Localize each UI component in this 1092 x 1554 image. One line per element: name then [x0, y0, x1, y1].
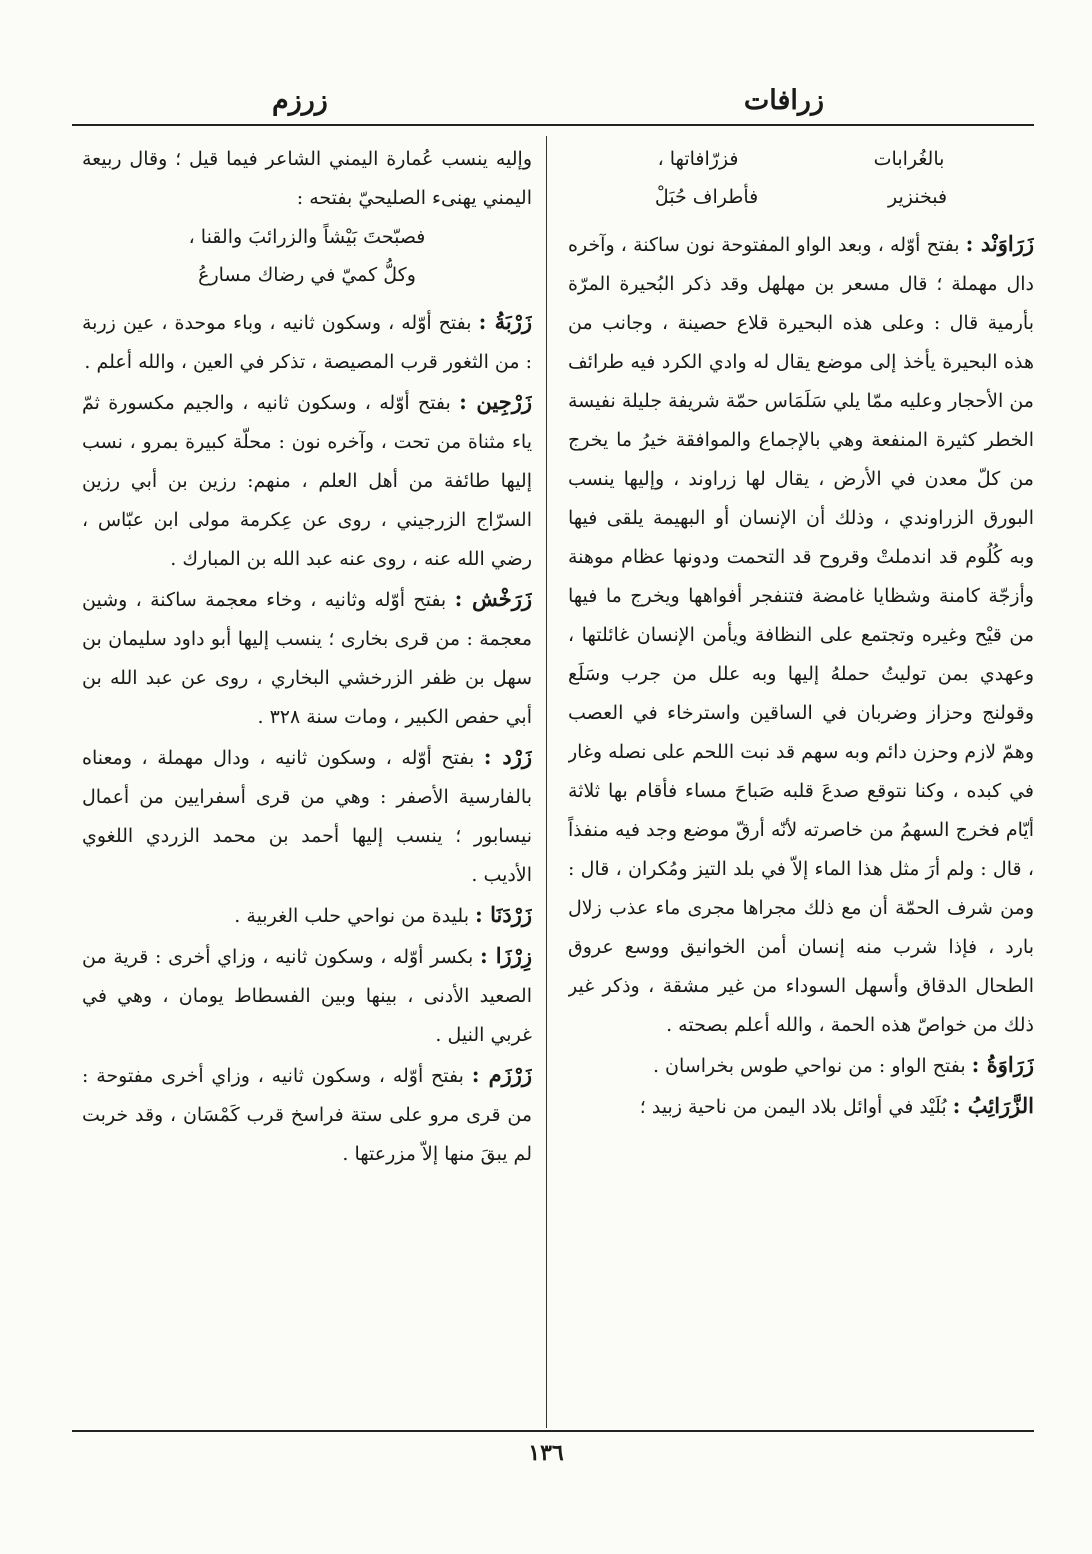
footer-rule [72, 1430, 1034, 1432]
dictionary-entry [568, 1086, 1034, 1127]
entry-headword: زَرْجِين : [459, 389, 532, 414]
right-header-title: زرافات [743, 84, 824, 116]
entry-headword: زَرْد : [483, 744, 532, 769]
verse-hemistich: فبخنزير [888, 186, 948, 208]
dictionary-entry [568, 224, 1034, 1045]
verse-line [568, 178, 1034, 216]
verse-hemistich: فصبّحتَ بَيْشاً والزرائبَ والقنا ، [188, 226, 426, 248]
entry-headword: زَرْزَم : [471, 1062, 532, 1087]
verse-hemistich: بالغُرابات [873, 148, 945, 170]
entry-headword: زَرَاوَنْد : [965, 231, 1034, 256]
verse-block [82, 218, 532, 294]
entry-text: بفتح الواو : من نواحي طوس بخراسان . [652, 1055, 966, 1077]
dictionary-entry [82, 936, 532, 1055]
left-column [82, 140, 532, 1425]
entry-headword: زِرْزَا : [480, 943, 532, 968]
dictionary-entry [82, 737, 532, 895]
entry-headword: زَرَخْش : [454, 586, 532, 611]
entry-text: بُلَيْد في أوائل بلاد اليمن من ناحية زبيد ؛ [639, 1096, 947, 1118]
page-number: ١٣٦ [528, 1440, 564, 1466]
entry-text: بفتح أوّله ، وبعد الواو المفتوحة نون ساكنة ، وآخره دال مهملة ؛ قال مسعر بن مهلهل وقد ذكر البُحيرة المرّة بأرمية قال : وعلى هذه البحيرة قلاع حصينة ، وجانب من هذه البحيرة يأخذ إلى موضع يقال له وادي الكرد فيه طرائف من الأحجار وعليه ممّا يلي سَلَمَاس حمّة شريفة جليلة نفيسة الخطر كثيرة المنفعة وهي بالإجماع والموافقة خيرُ ما يخرج من كلّ معدن في الأرض ، يقال لها زراوند ، وإليها ينسب البورق الزراوندي ، وذلك أن الإنسان أو البهيمة يلقى فيها وبه كُلُوم قد اندملتْ وقروح قد التحمت ودونها عظام موهنة وأزجّة كامنة وشظايا غامضة فتنفجر أفواهها ويخرج ما فيها من قيْح وغيره وتجتمع على النظافة ويأمن الإنسان غائلتها ، وعهدي بمن توليتُ حملهُ إليها وبه علل من جرب وسَلَع وقولنج وحزاز وضربان في الساقين واسترخاء في العصب وهمّ لازم وحزن دائم وبه سهم قد نبت اللحم على نصله وغار في كبده ، وكنا نتوقع صدعَ قلبه صَباحَ مساء فأقام بها ثلاثة أيّام فخرج السهمُ من خاصرته لأنّه أرقّ موضع وجد فيه منفذاً ، قال : ولم أرَ مثل هذا الماء إلاّ في بلد التيز ومُكران ، قال : ومن شرف الحمّة أن مع ذلك مجراها مجرى ماء عذب زلال بارد ، فإذا شرب منه إنسان أمن الخوانيق ووسع عروق الطحال الدقاق وأسهل السوداء من غير مشقة ، وذكر غير ذلك من خواصّ هذه الحمة ، والله أعلم بصحته . [568, 234, 1034, 1036]
entry-headword: زَرْدَنَا : [475, 902, 532, 927]
entry-headword: زَرْبَةُ : [478, 309, 532, 334]
verse-block [568, 140, 1034, 216]
verse-line [568, 140, 1034, 178]
verse-hemistich: فزرّافاتها ، [657, 148, 739, 170]
verse-hemistich: فأطراف حُبَلْ [654, 186, 759, 208]
entry-text: بفتح أوّله وثانيه ، وخاء معجمة ساكنة ، وشين معجمة : من قرى بخارى ؛ ينسب إليها أبو داود سليمان بن سهل بن ظفر الزرخشي البخاري ، روى عن عبد الله بن أبي حفص الكبير ، ومات سنة ٣٢٨ . [82, 589, 532, 728]
entry-text: بفتح أوّله ، وسكون ثانيه ، وباء موحدة ، عين زربة : من الثغور قرب المصيصة ، تذكر في العين ، والله أعلم . [82, 312, 532, 373]
dictionary-entry [82, 579, 532, 737]
entry-headword: زَرَاوَةُ : [971, 1052, 1034, 1077]
verse-line [82, 256, 532, 294]
header-rule [72, 124, 1034, 126]
running-header [72, 80, 1034, 120]
entry-text: بليدة من نواحي حلب الغربية . [234, 905, 469, 927]
column-divider [546, 136, 547, 1428]
entry-text: بفتح أوّله ، وسكون ثانيه ، ودال مهملة ، ومعناه بالفارسية الأصفر : وهي من قرى أسفرايين من أعمال نيسابور ؛ ينسب إليها أحمد بن محمد الزردي اللغوي الأديب . [82, 747, 532, 886]
dictionary-entry [82, 895, 532, 936]
dictionary-entry [568, 1045, 1034, 1086]
verse-line [82, 218, 532, 256]
continuation-text: وإليه ينسب عُمارة اليمني الشاعر فيما قيل ؛ وقال ربيعة اليمني يهنىء الصليحيّ بفتحه : [82, 148, 532, 209]
left-header-title: زرزم [272, 84, 328, 116]
dictionary-entry [82, 302, 532, 382]
right-column [568, 140, 1034, 1425]
dictionary-entry [82, 1055, 532, 1174]
entry-text: بفتح أوّله ، وسكون ثانيه ، والجيم مكسورة ثمّ ياء مثناة من تحت ، وآخره نون : محلّة كبيرة بمرو ، نسب إليها طائفة من أهل العلم ، منهم: رزين بن أبي رزين السرّاج الزرجيني ، روى عن عِكرمة مولى ابن عبّاس ، رضي الله عنه ، روى عنه عبد الله بن المبارك . [82, 392, 532, 570]
dictionary-entry [82, 382, 532, 579]
entry-text: بفتح أوّله ، وسكون ثانيه ، وزاي أخرى مفتوحة : من قرى مرو على ستة فراسخ قرب كَمْسَان ، وقد خربت لم يبقَ منها إلاّ مزرعتها . [82, 1065, 532, 1165]
verse-hemistich: وكلُّ كميّ في رضاك مسارعُ [198, 264, 416, 286]
entry-text: بكسر أوّله ، وسكون ثانيه ، وزاي أخرى : قرية من الصعيد الأدنى ، بينها وبين الفسطاط يومان ، وهي في غربي النيل . [82, 946, 532, 1046]
entry-headword: الزَّرَائِبُ : [952, 1093, 1034, 1118]
